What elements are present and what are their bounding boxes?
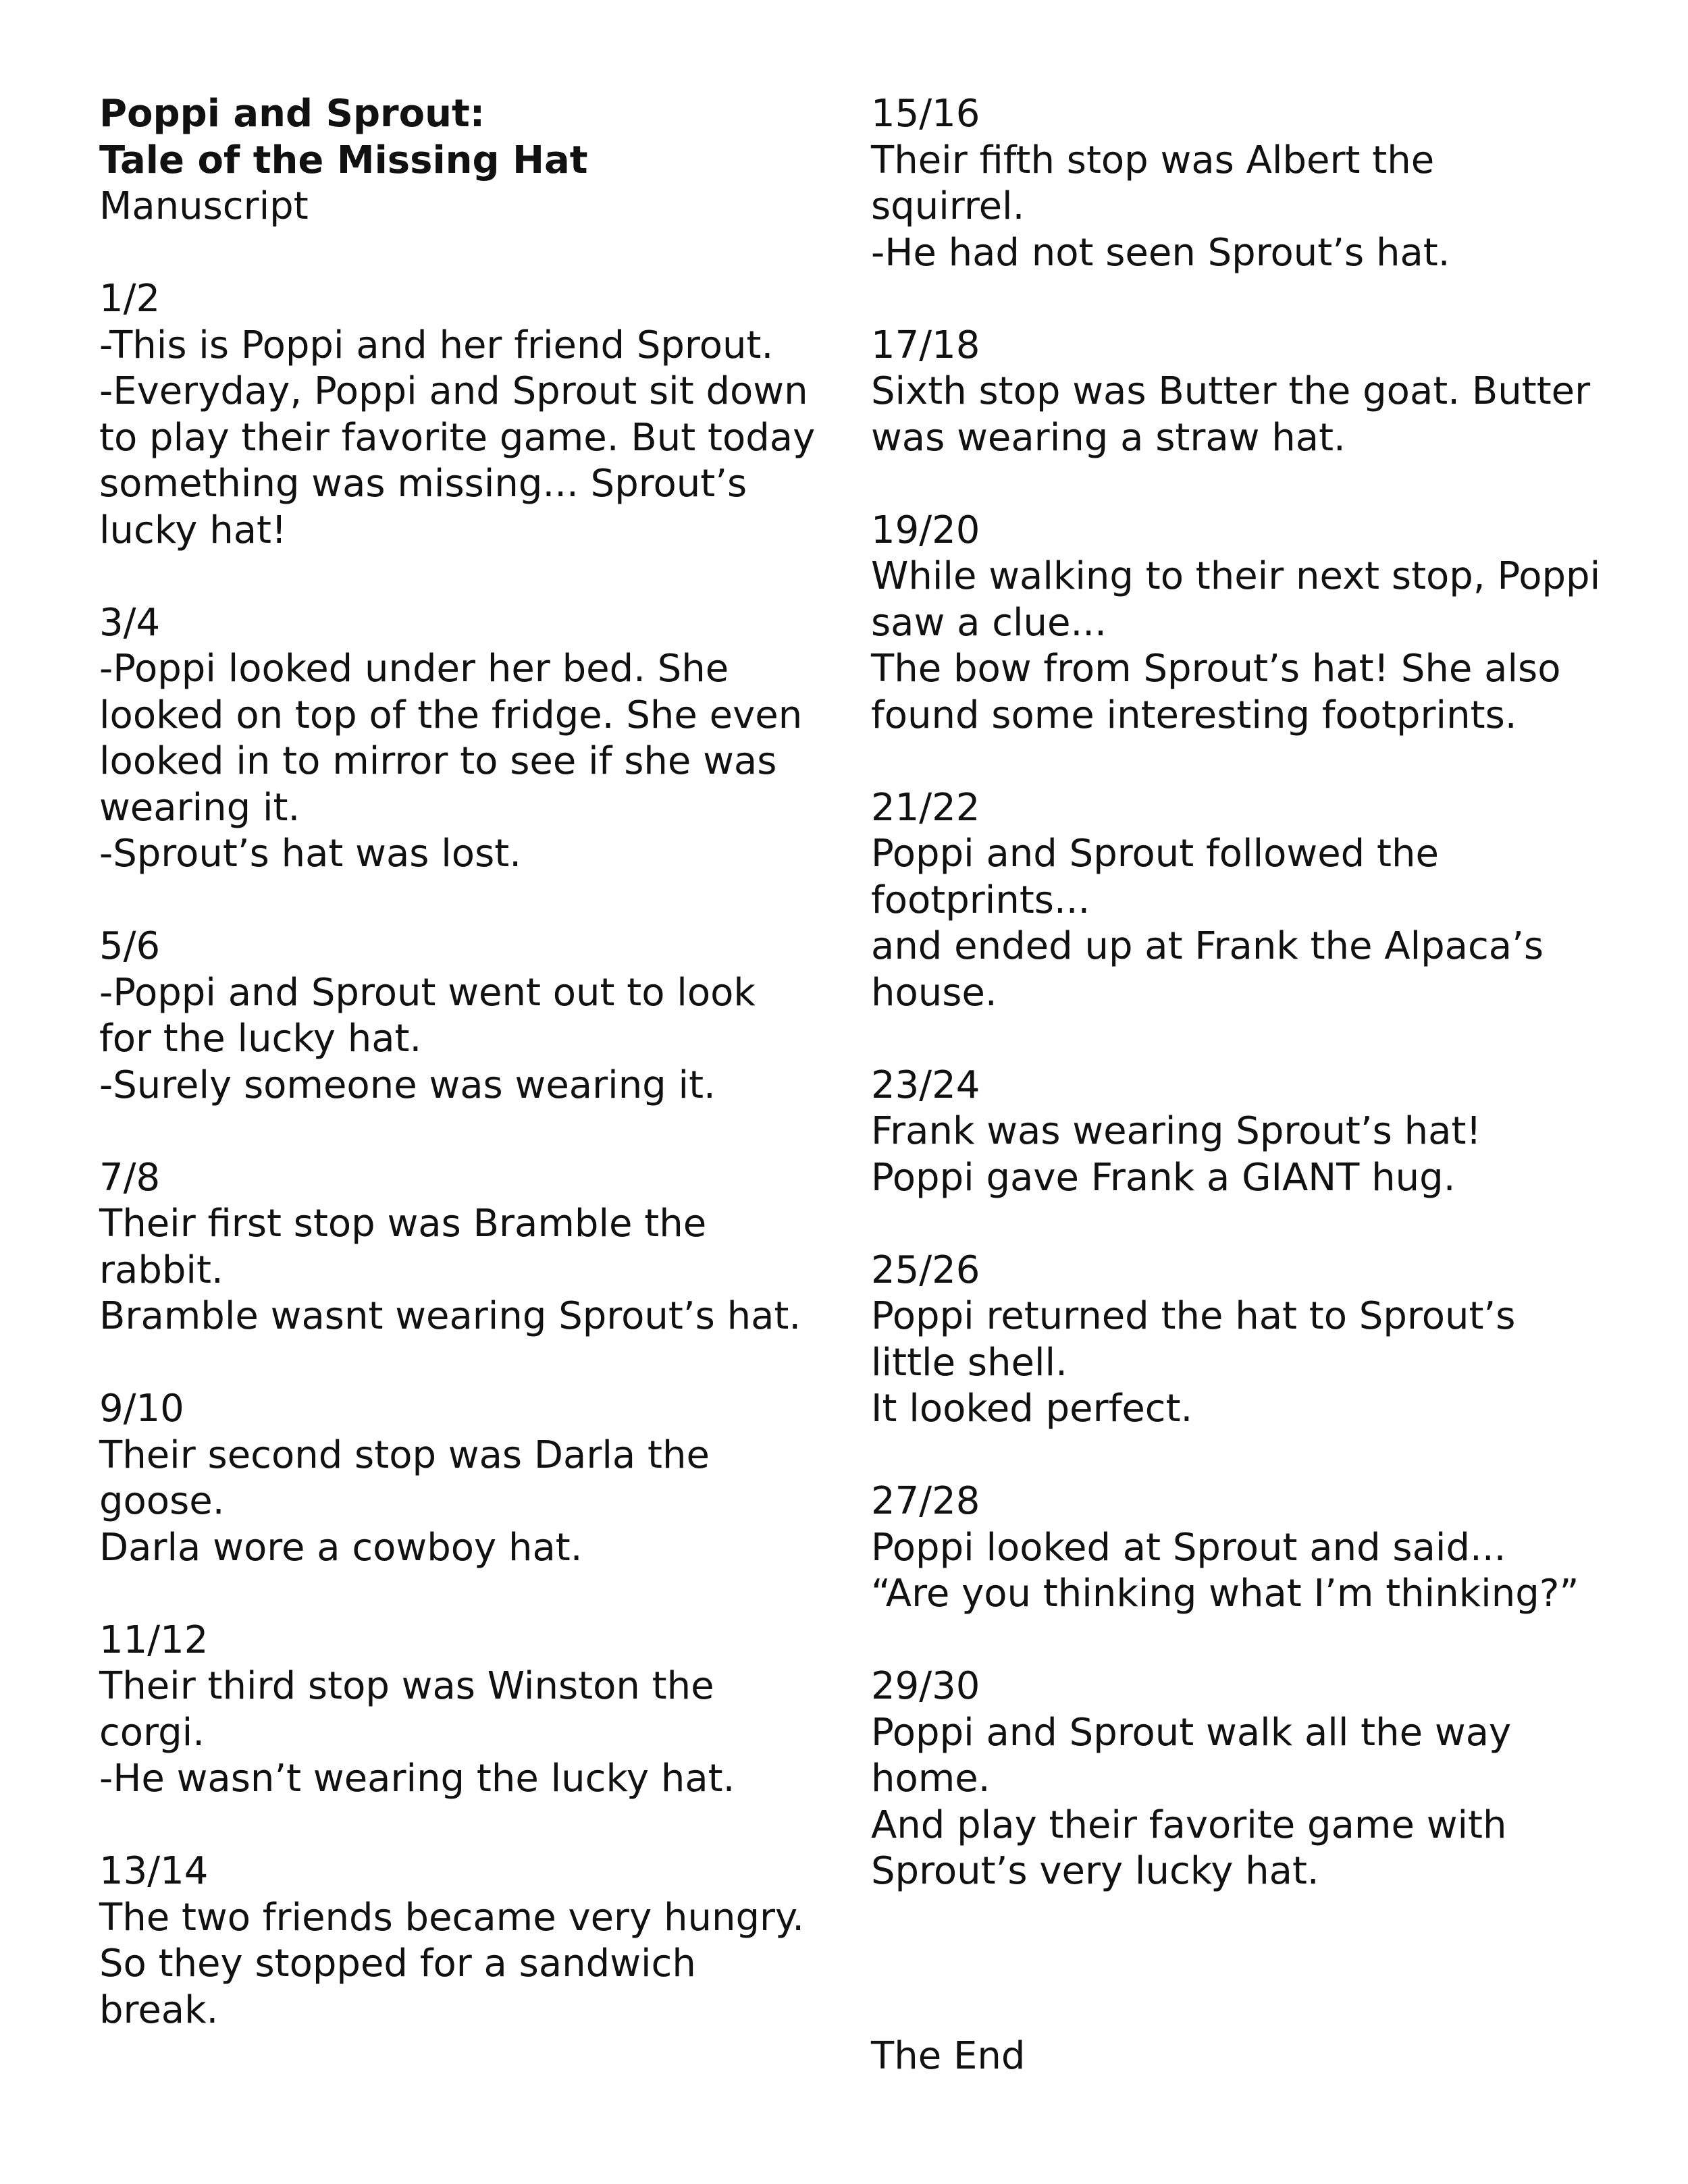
spacer — [871, 739, 1614, 785]
section-25-26 — [871, 1248, 1614, 1433]
text-line: -He wasn’t wearing the lucky hat. — [99, 1757, 735, 1801]
the-end: The End — [871, 2034, 1026, 2078]
section-27-28 — [871, 1479, 1614, 1618]
text-line: to play their favorite game. But today — [99, 415, 816, 460]
spacer — [871, 1016, 1614, 1063]
text-line: found some interesting footprints. — [871, 693, 1517, 737]
text-line: corgi. — [99, 1710, 205, 1755]
text-line: Poppi returned the hat to Sprout’s — [871, 1294, 1516, 1338]
section-29-30 — [871, 1663, 1614, 1895]
section-7-8 — [99, 1155, 835, 1340]
section-5-6 — [99, 924, 835, 1109]
section-17-18 — [871, 323, 1614, 462]
page-number: 3/4 — [99, 600, 161, 645]
page-number: 11/12 — [99, 1618, 209, 1662]
spacer — [871, 1988, 1614, 2034]
spacer — [871, 1618, 1614, 1664]
text-line: -This is Poppi and her friend Sprout. — [99, 323, 774, 367]
text-line: was wearing a straw hat. — [871, 415, 1346, 460]
text-line: for the lucky hat. — [99, 1017, 422, 1061]
spacer — [871, 1895, 1614, 1942]
subtitle: Manuscript — [99, 184, 309, 228]
page-number: 23/24 — [871, 1063, 980, 1107]
section-1-2 — [99, 276, 835, 554]
section-13-14 — [99, 1848, 835, 2033]
page-number: 7/8 — [99, 1155, 161, 1200]
text-line: break. — [99, 1988, 219, 2032]
text-line: While walking to their next stop, Poppi — [871, 554, 1601, 598]
text-line: And play their favorite game with — [871, 1803, 1507, 1847]
text-line: The bow from Sprout’s hat! She also — [871, 647, 1561, 691]
right-column — [871, 91, 1614, 2080]
text-line: -Sprout’s hat was lost. — [99, 832, 521, 876]
left-column — [99, 91, 835, 2033]
text-line: Their second stop was Darla the — [99, 1433, 710, 1477]
text-line: looked on top of the fridge. She even — [99, 693, 803, 737]
text-line: goose. — [99, 1479, 225, 1523]
spacer — [871, 276, 1614, 323]
spacer — [99, 1340, 835, 1387]
spacer — [871, 1201, 1614, 1248]
text-line: rabbit. — [99, 1248, 223, 1292]
text-line: Poppi looked at Sprout and said... — [871, 1525, 1506, 1570]
spacer — [871, 461, 1614, 508]
page-number: 17/18 — [871, 323, 980, 367]
text-line: Bramble wasnt wearing Sprout’s hat. — [99, 1294, 801, 1338]
text-line: and ended up at Frank the Alpaca’s — [871, 924, 1544, 968]
spacer — [99, 554, 835, 600]
page-number: 19/20 — [871, 508, 980, 552]
text-line: Darla wore a cowboy hat. — [99, 1525, 583, 1570]
text-line: -Poppi and Sprout went out to look — [99, 970, 756, 1015]
text-line: Poppi and Sprout walk all the way — [871, 1710, 1512, 1755]
page-number: 1/2 — [99, 277, 161, 321]
spacer — [99, 1109, 835, 1155]
text-line: -Surely someone was wearing it. — [99, 1063, 716, 1107]
page-number: 21/22 — [871, 785, 980, 830]
spacer — [99, 1571, 835, 1618]
section-15-16 — [871, 91, 1614, 276]
title-line-2: Tale of the Missing Hat — [99, 138, 588, 182]
text-line: Poppi and Sprout followed the — [871, 832, 1439, 876]
text-line: house. — [871, 970, 997, 1015]
spacer — [871, 1941, 1614, 1988]
text-line: Sprout’s very lucky hat. — [871, 1849, 1319, 1893]
section-9-10 — [99, 1386, 835, 1571]
section-23-24 — [871, 1063, 1614, 1202]
spacer — [99, 1803, 835, 1849]
text-line: Their fifth stop was Albert the — [871, 138, 1435, 182]
spacer — [99, 230, 835, 277]
text-line: saw a clue... — [871, 600, 1107, 645]
text-line: The two friends became very hungry. — [99, 1895, 805, 1940]
text-line: something was missing... Sprout’s — [99, 462, 747, 506]
page-number: 13/14 — [99, 1849, 209, 1893]
text-line: wearing it. — [99, 785, 300, 830]
text-line: looked in to mirror to see if she was — [99, 739, 777, 783]
text-line: It looked perfect. — [871, 1387, 1193, 1431]
text-line: -He had not seen Sprout’s hat. — [871, 230, 1450, 275]
text-line: Frank was wearing Sprout’s hat! — [871, 1109, 1481, 1153]
page-number: 5/6 — [99, 924, 161, 968]
text-line: lucky hat! — [99, 508, 287, 552]
text-line: -Poppi looked under her bed. She — [99, 647, 729, 691]
text-line: “Are you thinking what I’m thinking?” — [871, 1572, 1579, 1616]
title-line-1: Poppi and Sprout: — [99, 92, 485, 136]
text-line: Sixth stop was Butter the goat. Butter — [871, 369, 1591, 413]
spacer — [99, 878, 835, 924]
text-line: little shell. — [871, 1340, 1067, 1385]
text-line: Their third stop was Winston the — [99, 1664, 714, 1708]
section-19-20 — [871, 508, 1614, 739]
page-number: 9/10 — [99, 1387, 184, 1431]
section-11-12 — [99, 1618, 835, 1803]
page-number: 25/26 — [871, 1248, 980, 1292]
text-line: squirrel. — [871, 184, 1025, 228]
page-number: 15/16 — [871, 92, 980, 136]
page-number: 27/28 — [871, 1479, 980, 1523]
text-line: Their first stop was Bramble the — [99, 1202, 707, 1246]
text-line: Poppi gave Frank a GIANT hug. — [871, 1155, 1456, 1200]
text-line: home. — [871, 1757, 991, 1801]
section-21-22 — [871, 785, 1614, 1017]
section-3-4 — [99, 600, 835, 878]
spacer — [871, 1433, 1614, 1479]
text-line: So they stopped for a sandwich — [99, 1942, 696, 1986]
text-line: -Everyday, Poppi and Sprout sit down — [99, 369, 808, 413]
text-line: footprints... — [871, 878, 1090, 922]
page-number: 29/30 — [871, 1664, 980, 1708]
